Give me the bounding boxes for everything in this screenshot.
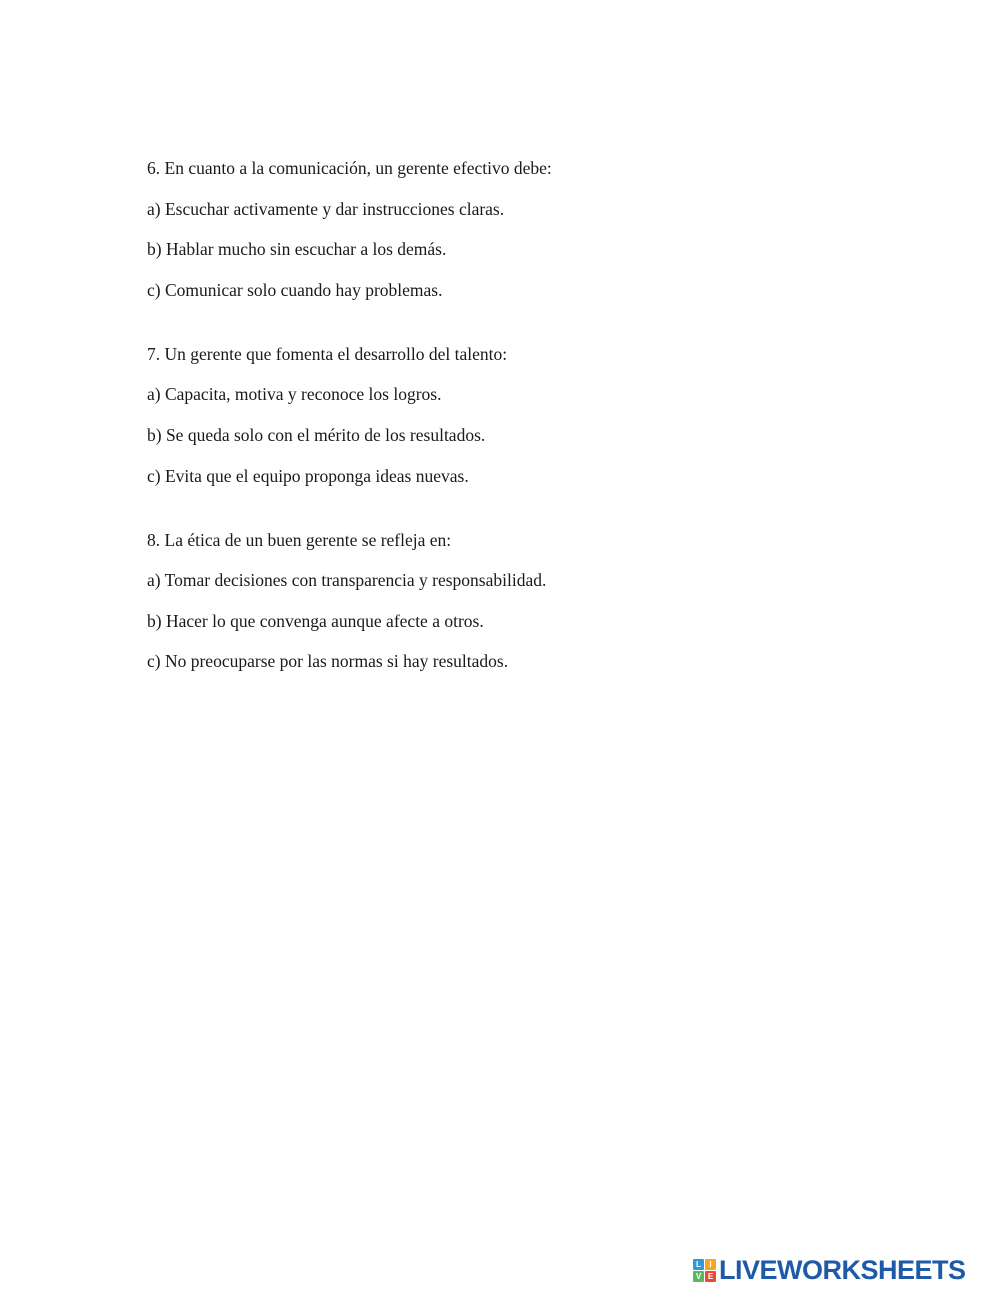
question-8 (147, 528, 907, 674)
answer-option-c: c) Comunicar solo cuando hay problemas. (147, 279, 443, 300)
answer-option-b: b) Hacer lo que convenga aunque afecte a otros. (147, 610, 484, 631)
answer-option-a: a) Capacita, motiva y reconoce los logros. (147, 384, 442, 405)
badge-letter-i: I (705, 1259, 716, 1270)
answer-option-a: a) Escuchar activamente y dar instrucciones claras. (147, 198, 505, 219)
badge-letter-l: L (693, 1259, 704, 1270)
question-prompt: 7. Un gerente que fomenta el desarrollo del talento: (147, 343, 508, 364)
live-badge-icon (693, 1259, 716, 1282)
answer-option-b: b) Hablar mucho sin escuchar a los demás. (147, 239, 447, 260)
badge-letter-e: E (705, 1271, 716, 1282)
answer-option-c: c) Evita que el equipo proponga ideas nuevas. (147, 465, 469, 486)
answer-option-a: a) Tomar decisiones con transparencia y responsabilidad. (147, 570, 547, 591)
question-prompt: 8. La ética de un buen gerente se refleja en: (147, 529, 452, 550)
liveworksheets-wordmark: LIVEWORKSHEETS (719, 1255, 966, 1285)
question-6 (147, 156, 907, 302)
badge-letter-v: V (693, 1271, 704, 1282)
question-prompt: 6. En cuanto a la comunicación, un gerente efectivo debe: (147, 158, 552, 178)
liveworksheets-logo (693, 1256, 966, 1284)
question-list (147, 156, 907, 713)
answer-option-b: b) Se queda solo con el mérito de los resultados. (147, 424, 486, 445)
answer-option-c: c) No preocuparse por las normas si hay resultados. (147, 651, 509, 672)
question-7 (147, 342, 907, 488)
